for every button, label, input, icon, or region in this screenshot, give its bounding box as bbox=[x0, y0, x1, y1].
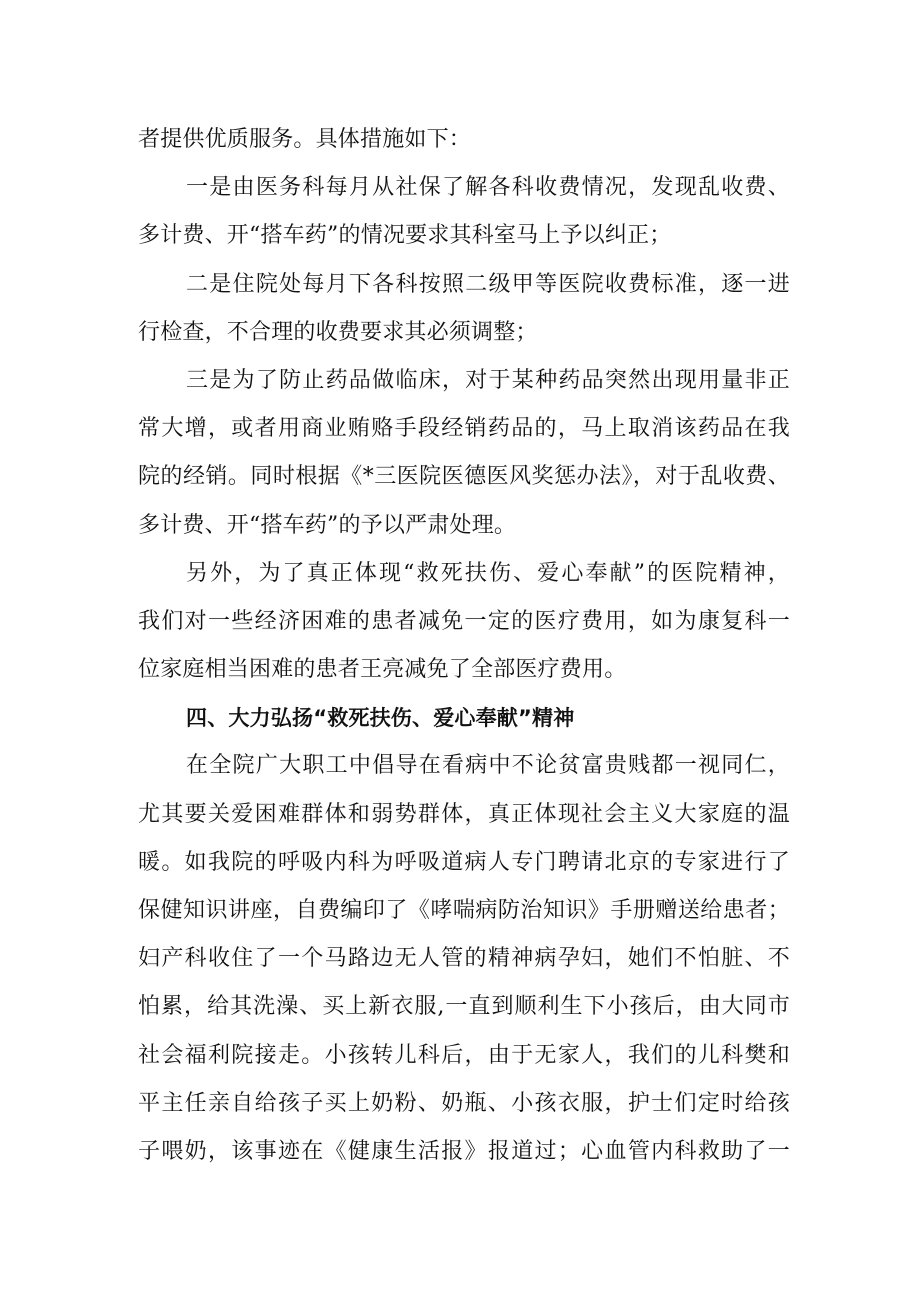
section-heading: 四、大力弘扬“救死扶伤、爱心奉献”精神 bbox=[186, 706, 575, 731]
text-line: 子喂奶，该事迹在《健康生活报》报道过；心血管内科救助了一 bbox=[138, 1138, 790, 1164]
text-line: 常大增，或者用商业贿赂手段经销药品的，马上取消该药品在我 bbox=[138, 416, 790, 442]
text-line: 院的经销。同时根据《*三医院医德医风奖惩办法》，对于乱收费、 bbox=[138, 464, 790, 490]
text-line: 位家庭相当困难的患者王亮减免了全部医疗费用。 bbox=[138, 657, 627, 683]
text-line: 行检查，不合理的收费要求其必须调整； bbox=[138, 319, 538, 345]
text-line: 社会福利院接走。小孩转儿科后，由于无家人，我们的儿科樊和 bbox=[138, 1042, 790, 1068]
text-line: 者提供优质服务。具体措施如下： bbox=[138, 127, 472, 152]
text-line: 平主任亲自给孩子买上奶粉、奶瓶、小孩衣服，护士们定时给孩 bbox=[138, 1090, 790, 1116]
text-line: 多计费、开“搭车药”的情况要求其科室马上予以纠正； bbox=[138, 223, 672, 249]
text-line: 怕累，给其洗澡、买上新衣服,一直到顺利生下小孩后，由大同市 bbox=[138, 994, 790, 1020]
text-line: 多计费、开“搭车药”的予以严肃处理。 bbox=[138, 512, 517, 538]
text-line: 另外，为了真正体现“救死扶伤、爱心奉献”的医院精神， bbox=[186, 560, 790, 586]
text-line: 在全院广大职工中倡导在看病中不论贫富贵贱都一视同仁， bbox=[186, 753, 790, 779]
text-line: 三是为了防止药品做临床，对于某种药品突然出现用量非正 bbox=[186, 367, 790, 393]
text-line: 暖。如我院的呼吸内科为呼吸道病人专门聘请北京的专家进行了 bbox=[138, 849, 790, 875]
text-line: 一是由医务科每月从社保了解各科收费情况，发现乱收费、 bbox=[186, 175, 790, 201]
text-line: 妇产科收住了一个马路边无人管的精神病孕妇，她们不怕脏、不 bbox=[138, 946, 790, 972]
text-line: 我们对一些经济困难的患者减免一定的医疗费用，如为康复科一 bbox=[138, 608, 790, 634]
text-line: 尤其要关爱困难群体和弱势群体，真正体现社会主义大家庭的温 bbox=[138, 801, 790, 827]
document-body bbox=[138, 116, 790, 1176]
text-line: 二是住院处每月下各科按照二级甲等医院收费标准，逐一进 bbox=[186, 271, 790, 297]
text-line: 保健知识讲座，自费编印了《哮喘病防治知识》手册赠送给患者； bbox=[138, 898, 790, 923]
